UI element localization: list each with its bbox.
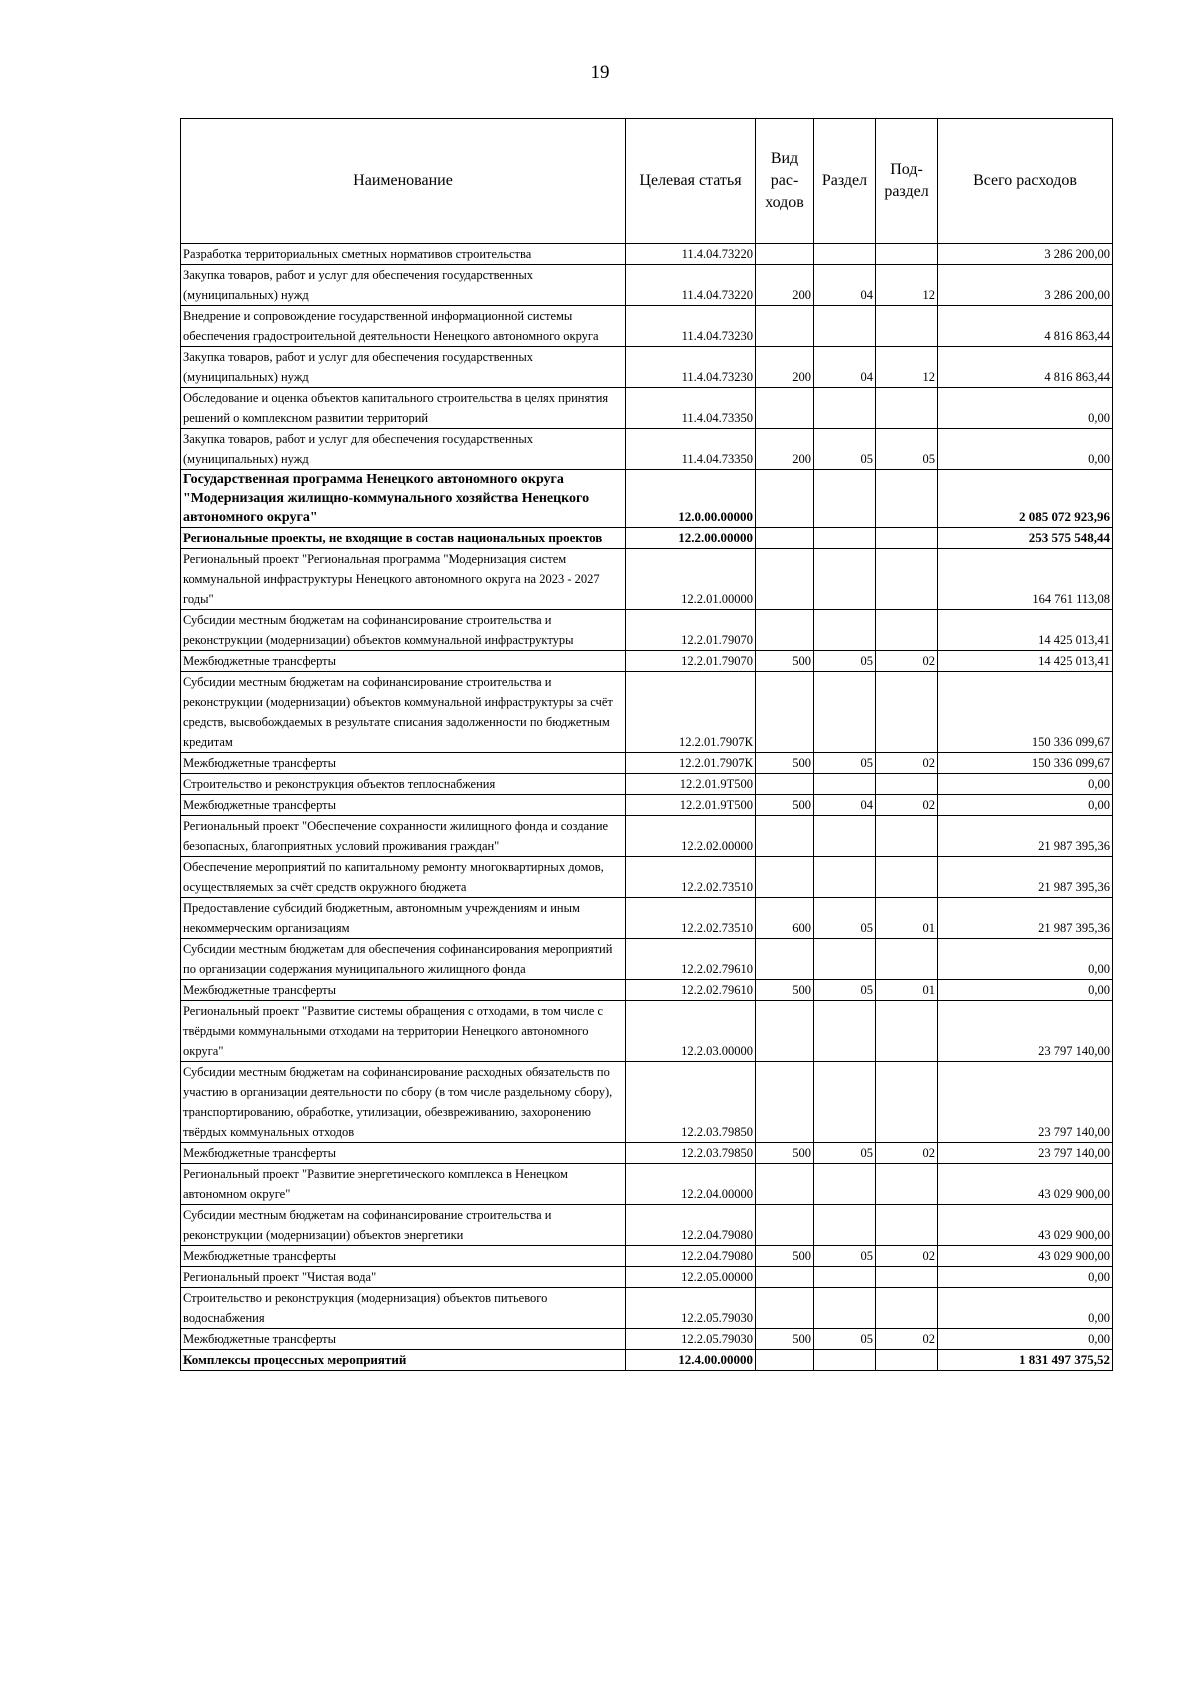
row-vid — [756, 549, 814, 610]
row-name: Обследование и оценка объектов капитального строительства в целях принятия решений о комплексном развитии территорий — [181, 388, 626, 429]
row-vid: 500 — [756, 1246, 814, 1267]
header-code: Целевая статья — [626, 119, 756, 244]
header-name: Наименование — [181, 119, 626, 244]
row-name: Межбюджетные трансферты — [181, 753, 626, 774]
row-total: 43 029 900,00 — [938, 1164, 1113, 1205]
row-podrazdel — [876, 1350, 938, 1371]
table-row — [181, 898, 1113, 939]
row-name: Региональный проект "Развитие системы обращения с отходами, в том числе с твёрдыми коммунальными отходами на территории Ненецкого автономного округа" — [181, 1001, 626, 1062]
row-podrazdel — [876, 1164, 938, 1205]
row-podrazdel: 12 — [876, 347, 938, 388]
row-total: 0,00 — [938, 1288, 1113, 1329]
table-header — [181, 119, 1113, 244]
row-razdel: 05 — [814, 898, 876, 939]
row-code: 11.4.04.73220 — [626, 244, 756, 265]
row-code: 12.2.03.79850 — [626, 1062, 756, 1143]
row-vid — [756, 1267, 814, 1288]
table-row — [181, 672, 1113, 753]
row-code: 12.2.02.73510 — [626, 857, 756, 898]
row-code: 12.2.01.9Т500 — [626, 774, 756, 795]
row-total: 0,00 — [938, 388, 1113, 429]
row-vid — [756, 939, 814, 980]
row-name: Субсидии местным бюджетам на софинансирование расходных обязательств по участию в организации деятельности по сбору (в том числе раздельному сбору), транспортированию, обработке, утилизации, обезвреживанию, захоронению твёрдых коммунальных отходов — [181, 1062, 626, 1143]
row-code: 12.2.00.00000 — [626, 528, 756, 549]
row-vid — [756, 1205, 814, 1246]
row-podrazdel: 02 — [876, 795, 938, 816]
row-name: Разработка территориальных сметных нормативов строительства — [181, 244, 626, 265]
row-vid — [756, 1288, 814, 1329]
row-podrazdel — [876, 816, 938, 857]
row-vid — [756, 816, 814, 857]
row-name: Межбюджетные трансферты — [181, 1329, 626, 1350]
row-total: 23 797 140,00 — [938, 1001, 1113, 1062]
row-podrazdel — [876, 672, 938, 753]
row-razdel — [814, 774, 876, 795]
row-code: 12.2.04.79080 — [626, 1205, 756, 1246]
table-row — [181, 1329, 1113, 1350]
row-name: Региональные проекты, не входящие в состав национальных проектов — [181, 528, 626, 549]
table-row — [181, 347, 1113, 388]
row-code: 12.4.00.00000 — [626, 1350, 756, 1371]
table-row — [181, 939, 1113, 980]
row-code: 12.2.03.00000 — [626, 1001, 756, 1062]
row-code: 12.2.02.00000 — [626, 816, 756, 857]
row-razdel — [814, 1001, 876, 1062]
row-code: 11.4.04.73230 — [626, 306, 756, 347]
row-vid — [756, 1001, 814, 1062]
row-name: Строительство и реконструкция объектов теплоснабжения — [181, 774, 626, 795]
row-name: Межбюджетные трансферты — [181, 980, 626, 1001]
row-vid — [756, 470, 814, 528]
row-code: 12.2.02.73510 — [626, 898, 756, 939]
row-name: Региональный проект "Чистая вода" — [181, 1267, 626, 1288]
row-podrazdel: 01 — [876, 980, 938, 1001]
row-vid: 200 — [756, 347, 814, 388]
header-total: Всего расходов — [938, 119, 1113, 244]
row-code: 12.2.05.79030 — [626, 1288, 756, 1329]
row-podrazdel — [876, 549, 938, 610]
table-row — [181, 1246, 1113, 1267]
row-code: 12.2.02.79610 — [626, 980, 756, 1001]
row-vid — [756, 774, 814, 795]
header-podrazdel: Под- раздел — [876, 119, 938, 244]
row-name: Субсидии местным бюджетам на софинансирование строительства и реконструкции (модернизации) объектов коммунальной инфраструктуры за счёт средств, высвобождаемых в результате списания задолженности по бюджетным кредитам — [181, 672, 626, 753]
row-razdel: 04 — [814, 265, 876, 306]
table-row — [181, 1350, 1113, 1371]
row-vid — [756, 388, 814, 429]
row-name: Субсидии местным бюджетам для обеспечения софинансирования мероприятий по организации содержания муниципального жилищного фонда — [181, 939, 626, 980]
row-total: 14 425 013,41 — [938, 610, 1113, 651]
row-podrazdel — [876, 1288, 938, 1329]
table-row — [181, 1205, 1113, 1246]
row-total: 21 987 395,36 — [938, 816, 1113, 857]
row-name: Закупка товаров, работ и услуг для обеспечения государственных (муниципальных) нужд — [181, 347, 626, 388]
row-total: 0,00 — [938, 1267, 1113, 1288]
row-name: Субсидии местным бюджетам на софинансирование строительства и реконструкции (модернизации) объектов энергетики — [181, 1205, 626, 1246]
row-razdel: 05 — [814, 753, 876, 774]
row-total: 2 085 072 923,96 — [938, 470, 1113, 528]
row-code: 12.2.04.79080 — [626, 1246, 756, 1267]
row-total: 0,00 — [938, 939, 1113, 980]
row-podrazdel — [876, 244, 938, 265]
row-total: 14 425 013,41 — [938, 651, 1113, 672]
row-total: 0,00 — [938, 980, 1113, 1001]
row-vid — [756, 528, 814, 549]
row-code: 12.2.01.7907К — [626, 672, 756, 753]
row-podrazdel: 02 — [876, 753, 938, 774]
table-row — [181, 528, 1113, 549]
table-row — [181, 651, 1113, 672]
row-name: Внедрение и сопровождение государственной информационной системы обеспечения градостроительной деятельности Ненецкого автономного округа — [181, 306, 626, 347]
row-code: 12.2.04.00000 — [626, 1164, 756, 1205]
row-total: 43 029 900,00 — [938, 1205, 1113, 1246]
row-razdel — [814, 1062, 876, 1143]
row-podrazdel — [876, 306, 938, 347]
row-razdel: 05 — [814, 1143, 876, 1164]
row-podrazdel — [876, 1205, 938, 1246]
table-row — [181, 1001, 1113, 1062]
row-razdel: 05 — [814, 1329, 876, 1350]
row-name: Закупка товаров, работ и услуг для обеспечения государственных (муниципальных) нужд — [181, 265, 626, 306]
row-total: 43 029 900,00 — [938, 1246, 1113, 1267]
row-total: 1 831 497 375,52 — [938, 1350, 1113, 1371]
row-razdel — [814, 857, 876, 898]
row-total: 23 797 140,00 — [938, 1143, 1113, 1164]
row-total: 150 336 099,67 — [938, 753, 1113, 774]
row-razdel — [814, 244, 876, 265]
row-vid: 600 — [756, 898, 814, 939]
row-total: 4 816 863,44 — [938, 306, 1113, 347]
table-row — [181, 429, 1113, 470]
row-total: 164 761 113,08 — [938, 549, 1113, 610]
row-name: Предоставление субсидий бюджетным, автономным учреждениям и иным некоммерческим организациям — [181, 898, 626, 939]
row-vid: 200 — [756, 265, 814, 306]
table-row — [181, 816, 1113, 857]
row-podrazdel — [876, 470, 938, 528]
row-total: 21 987 395,36 — [938, 857, 1113, 898]
row-code: 12.2.01.7907К — [626, 753, 756, 774]
row-podrazdel — [876, 1267, 938, 1288]
row-code: 12.2.03.79850 — [626, 1143, 756, 1164]
row-podrazdel: 02 — [876, 1329, 938, 1350]
row-total: 150 336 099,67 — [938, 672, 1113, 753]
row-name: Обеспечение мероприятий по капитальному ремонту многоквартирных домов, осуществляемых за счёт средств окружного бюджета — [181, 857, 626, 898]
row-code: 11.4.04.73350 — [626, 429, 756, 470]
table-row — [181, 1062, 1113, 1143]
table-row — [181, 774, 1113, 795]
row-code: 11.4.04.73230 — [626, 347, 756, 388]
row-vid — [756, 857, 814, 898]
row-vid: 500 — [756, 795, 814, 816]
row-vid — [756, 1062, 814, 1143]
table-row — [181, 265, 1113, 306]
row-podrazdel — [876, 857, 938, 898]
row-podrazdel: 02 — [876, 651, 938, 672]
row-name: Закупка товаров, работ и услуг для обеспечения государственных (муниципальных) нужд — [181, 429, 626, 470]
row-razdel — [814, 388, 876, 429]
row-vid: 500 — [756, 651, 814, 672]
row-total: 3 286 200,00 — [938, 244, 1113, 265]
row-code: 12.0.00.00000 — [626, 470, 756, 528]
row-vid — [756, 672, 814, 753]
row-name: Межбюджетные трансферты — [181, 1143, 626, 1164]
row-name: Региональный проект "Обеспечение сохранности жилищного фонда и создание безопасных, благоприятных условий проживания граждан" — [181, 816, 626, 857]
row-razdel — [814, 1288, 876, 1329]
row-podrazdel: 02 — [876, 1246, 938, 1267]
row-podrazdel — [876, 528, 938, 549]
row-vid — [756, 306, 814, 347]
row-code: 12.2.05.00000 — [626, 1267, 756, 1288]
row-total: 0,00 — [938, 795, 1113, 816]
page-number: 19 — [590, 62, 610, 83]
table-row — [181, 1143, 1113, 1164]
row-podrazdel — [876, 1062, 938, 1143]
budget-table — [180, 118, 1113, 1371]
row-podrazdel — [876, 939, 938, 980]
row-razdel — [814, 939, 876, 980]
row-razdel — [814, 672, 876, 753]
table-row — [181, 795, 1113, 816]
row-code: 12.2.01.00000 — [626, 549, 756, 610]
row-name: Региональный проект "Развитие энергетического комплекса в Ненецком автономном округе" — [181, 1164, 626, 1205]
row-vid: 500 — [756, 1143, 814, 1164]
row-total: 253 575 548,44 — [938, 528, 1113, 549]
row-total: 21 987 395,36 — [938, 898, 1113, 939]
row-name: Региональный проект "Региональная программа "Модернизация систем коммунальной инфраструктуры Ненецкого автономного округа на 2023 - 2027 годы" — [181, 549, 626, 610]
row-vid — [756, 610, 814, 651]
row-vid: 500 — [756, 980, 814, 1001]
table-row — [181, 306, 1113, 347]
row-razdel — [814, 1350, 876, 1371]
row-name: Субсидии местным бюджетам на софинансирование строительства и реконструкции (модернизации) объектов коммунальной инфраструктуры — [181, 610, 626, 651]
row-name: Межбюджетные трансферты — [181, 1246, 626, 1267]
row-podrazdel — [876, 388, 938, 429]
table-row — [181, 549, 1113, 610]
row-razdel — [814, 528, 876, 549]
row-name: Межбюджетные трансферты — [181, 795, 626, 816]
row-podrazdel: 02 — [876, 1143, 938, 1164]
row-code: 11.4.04.73350 — [626, 388, 756, 429]
row-razdel: 05 — [814, 1246, 876, 1267]
table-row — [181, 244, 1113, 265]
row-razdel — [814, 470, 876, 528]
row-total: 0,00 — [938, 774, 1113, 795]
row-name: Строительство и реконструкция (модернизация) объектов питьевого водоснабжения — [181, 1288, 626, 1329]
row-podrazdel — [876, 610, 938, 651]
row-total: 4 816 863,44 — [938, 347, 1113, 388]
row-total: 3 286 200,00 — [938, 265, 1113, 306]
row-name: Межбюджетные трансферты — [181, 651, 626, 672]
row-podrazdel: 05 — [876, 429, 938, 470]
row-razdel: 05 — [814, 651, 876, 672]
row-code: 12.2.01.9Т500 — [626, 795, 756, 816]
row-razdel — [814, 1205, 876, 1246]
header-razdel: Раздел — [814, 119, 876, 244]
row-razdel — [814, 306, 876, 347]
row-razdel — [814, 1164, 876, 1205]
row-razdel: 05 — [814, 429, 876, 470]
row-razdel: 05 — [814, 980, 876, 1001]
row-podrazdel: 12 — [876, 265, 938, 306]
row-razdel — [814, 816, 876, 857]
row-code: 12.2.01.79070 — [626, 610, 756, 651]
row-podrazdel: 01 — [876, 898, 938, 939]
row-name: Комплексы процессных мероприятий — [181, 1350, 626, 1371]
table-row — [181, 1288, 1113, 1329]
row-razdel: 04 — [814, 795, 876, 816]
row-razdel — [814, 1267, 876, 1288]
header-vid: Вид рас- ходов — [756, 119, 814, 244]
row-name: Государственная программа Ненецкого автономного округа "Модернизация жилищно-коммунального хозяйства Ненецкого автономного округа" — [181, 470, 626, 528]
table-row — [181, 470, 1113, 528]
row-code: 12.2.01.79070 — [626, 651, 756, 672]
row-code: 11.4.04.73220 — [626, 265, 756, 306]
row-razdel — [814, 549, 876, 610]
row-total: 0,00 — [938, 1329, 1113, 1350]
table-row — [181, 1267, 1113, 1288]
table-row — [181, 980, 1113, 1001]
row-razdel — [814, 610, 876, 651]
row-vid — [756, 1350, 814, 1371]
table-row — [181, 753, 1113, 774]
table-row — [181, 1164, 1113, 1205]
row-razdel: 04 — [814, 347, 876, 388]
row-vid — [756, 244, 814, 265]
table-body — [181, 244, 1113, 1371]
row-vid: 200 — [756, 429, 814, 470]
row-vid: 500 — [756, 1329, 814, 1350]
row-total: 23 797 140,00 — [938, 1062, 1113, 1143]
table-row — [181, 388, 1113, 429]
row-podrazdel — [876, 1001, 938, 1062]
row-code: 12.2.05.79030 — [626, 1329, 756, 1350]
row-vid — [756, 1164, 814, 1205]
row-vid: 500 — [756, 753, 814, 774]
table-row — [181, 610, 1113, 651]
row-total: 0,00 — [938, 429, 1113, 470]
row-code: 12.2.02.79610 — [626, 939, 756, 980]
table-row — [181, 857, 1113, 898]
row-podrazdel — [876, 774, 938, 795]
